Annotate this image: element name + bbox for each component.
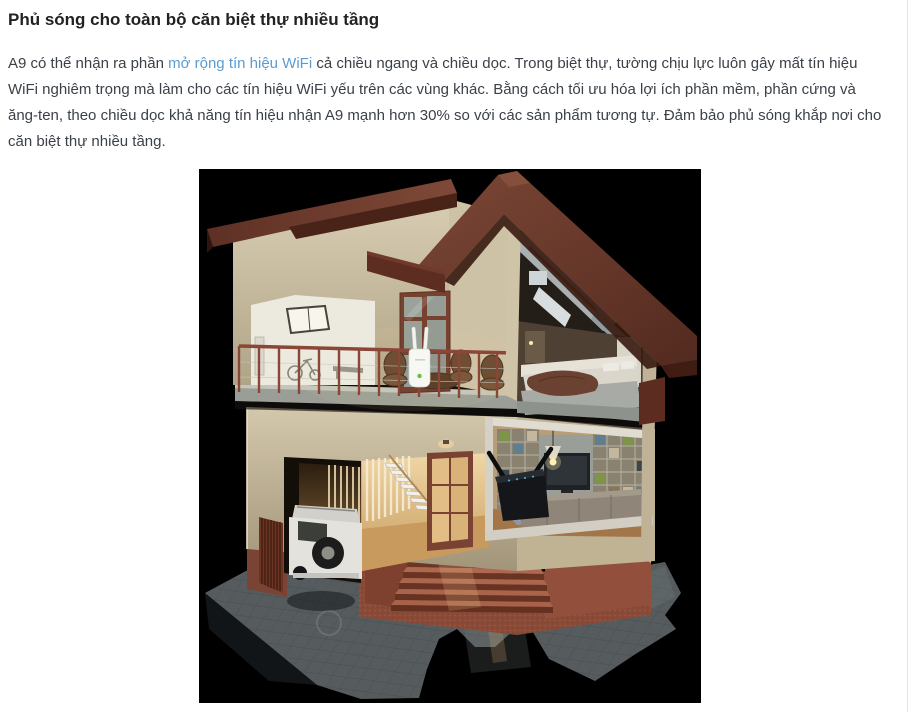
section-paragraph bbox=[8, 51, 883, 155]
extender-led bbox=[417, 374, 421, 378]
house-cutaway-render bbox=[199, 169, 701, 703]
wifi-extend-link[interactable]: mở rộng tín hiệu WiFi bbox=[168, 55, 313, 72]
paragraph-text-after-link: cả chiều ngang và chiều dọc. Trong biệt thự, tường chịu lực luôn gây mất tín hiệu WiFi nghiêm trọng mà làm cho các tín hiệu WiFi yếu trên các vùng khác. Bằng cách tối ưu hóa lợi ích phần mềm, phần cứng và ăng-ten, theo chiều dọc khả năng tín hiệu nhận A9 mạnh hơn 30% so với các sản phẩm tương tự. Đảm bảo phủ sóng khắp nơi cho căn biệt thự nhiều tầng. bbox=[8, 55, 882, 150]
entrance-door bbox=[427, 440, 473, 552]
lower-floor bbox=[247, 407, 655, 593]
house-cutaway-figure bbox=[199, 169, 701, 703]
gym-room bbox=[251, 295, 375, 385]
wall-sconce bbox=[443, 440, 449, 444]
suv-car bbox=[289, 505, 362, 580]
section-heading: Phủ sóng cho toàn bộ căn biệt thự nhiều tầng bbox=[8, 10, 380, 29]
living-room bbox=[485, 417, 653, 541]
paragraph-text-before-link: A9 có thể nhận ra phần bbox=[8, 55, 169, 72]
